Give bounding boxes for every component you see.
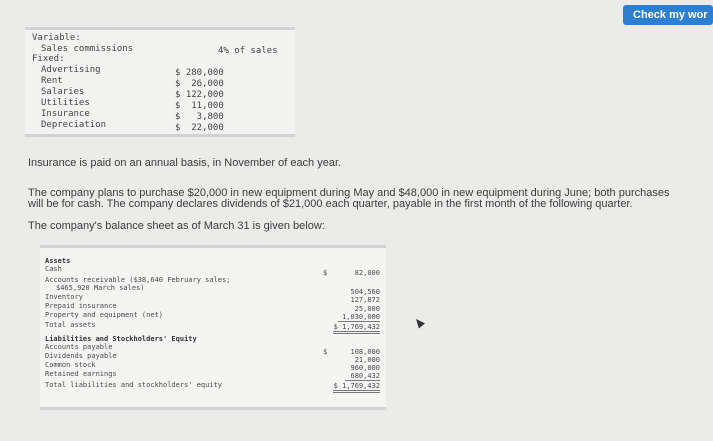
budget-row-value: $ 11,000: [175, 101, 224, 111]
ppe-value: 1,030,000: [338, 313, 380, 322]
inventory-value: 127,872: [350, 296, 380, 304]
insurance-paragraph: Insurance is paid on an annual basis, in November of each year.: [28, 157, 342, 169]
liabilities-heading: Liabilities and Stockholders' Equity: [45, 335, 197, 343]
variable-label: Variable:: [32, 33, 81, 43]
cash-value: 82,000: [354, 269, 380, 277]
total-assets-label: Total assets: [45, 321, 96, 329]
plans-paragraph-line2: will be for cash. The company declares dividends of $21,000 each quarter, payable in the first month of the following quarter.: [28, 198, 633, 210]
budget-row-label: Advertising: [41, 65, 101, 75]
budget-row-label: Utilities: [41, 98, 90, 108]
total-le-value: $ 1,769,432: [333, 382, 380, 393]
budget-row-value: $ 122,000: [175, 90, 224, 100]
fixed-label: Fixed:: [32, 54, 65, 64]
balance-sheet: [40, 245, 386, 410]
budget-table: [25, 27, 295, 137]
total-le-label: Total liabilities and stockholders' equity: [45, 381, 223, 389]
cash-dollar: $: [323, 269, 328, 277]
total-assets-value: $ 1,769,432: [333, 323, 380, 334]
plans-paragraph-line1: The company plans to purchase $20,000 in new equipment during May and $48,000 in new equipment during June; both purchases: [28, 187, 670, 199]
ar-value: 504,560: [350, 288, 380, 296]
budget-row-label: Insurance: [41, 109, 90, 119]
ppe-label: Property and equipment (net): [45, 311, 164, 319]
prepaid-value: 25,000: [354, 305, 380, 313]
budget-row-label: Depreciation: [41, 120, 107, 130]
prepaid-label: Prepaid insurance: [45, 302, 117, 310]
cash-label: Cash: [45, 265, 62, 273]
mouse-cursor-icon: [413, 316, 425, 328]
ar-label-2: $465,920 March sales): [56, 284, 145, 292]
budget-row-value: $ 22,000: [175, 123, 224, 133]
retained-earnings-label: Retained earnings: [45, 370, 117, 378]
common-stock-label: Common stock: [45, 361, 96, 369]
sales-commissions-value: 4% of sales: [218, 46, 278, 56]
balance-intro: The company's balance sheet as of March 31 is given below:: [28, 220, 325, 232]
retained-earnings-value: 680,432: [345, 372, 380, 381]
ar-label: Accounts receivable ($38,640 February sales;: [45, 276, 231, 284]
budget-row-label: Rent: [41, 76, 63, 86]
ap-label: Accounts payable: [45, 343, 113, 351]
ap-value: 108,000: [350, 348, 380, 356]
assets-heading: Assets: [45, 257, 71, 265]
ap-dollar: $: [323, 348, 328, 356]
budget-row-label: Salaries: [41, 87, 85, 97]
check-my-work-button[interactable]: Check my wor: [623, 5, 713, 25]
budget-row-value: $ 3,800: [175, 112, 224, 122]
budget-row-value: $ 26,000: [175, 79, 224, 89]
dividends-value: 21,000: [354, 356, 380, 364]
budget-row-value: $ 280,000: [175, 68, 224, 78]
sales-commissions-label: Sales commissions: [41, 44, 134, 54]
common-stock-value: 960,000: [350, 364, 380, 372]
inventory-label: Inventory: [45, 293, 83, 301]
dividends-label: Dividends payable: [45, 352, 117, 360]
